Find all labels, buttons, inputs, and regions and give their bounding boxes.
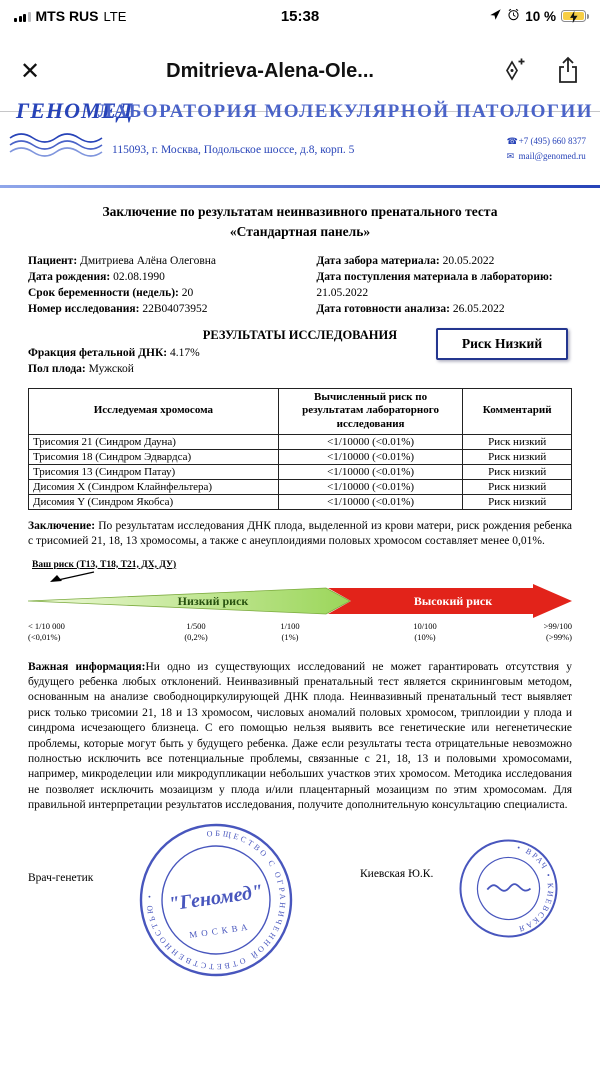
low-risk-label: Низкий риск [177,593,249,608]
doctor-role-label: Врач-генетик [28,871,94,884]
mail-icon: ✉ [506,151,515,162]
scale-tick: >99/100 (>99%) [543,620,572,642]
genomed-logo: ГЕНОМЕД [16,98,134,123]
table-row: Трисомия 21 (Синдром Дауна) <1/10000 (<0.01%) Риск низкий [29,434,572,449]
scale-tick: 1/500 (0,2%) [184,620,208,642]
battery-percent-label: 10 % [525,8,556,24]
lab-letterhead [0,98,600,188]
column-header: Исследуемая хромосома [29,388,279,434]
clock-label: 15:38 [280,7,320,25]
share-button[interactable] [552,52,584,91]
dna-waves-icon [10,130,102,163]
annotate-button[interactable] [496,52,530,91]
alarm-icon [507,8,520,24]
stamp-city-text: МОСКВА [188,921,252,940]
doctor-round-stamp [446,826,571,951]
high-risk-label: Высокий риск [413,593,493,608]
report-title: Заключение по результатам неинвазивного пренатального теста «Стандартная панель» [102,204,498,239]
lab-department-banner: ЛАБОРАТОРИЯ МОЛЕКУЛЯРНОЙ ПАТОЛОГИИ [98,101,594,122]
stamp-center-text: "Геномед" [167,880,265,916]
document-page[interactable] [0,98,600,1023]
header-divider [0,185,600,188]
location-services-icon [489,8,502,24]
annotate-icon [500,71,526,86]
pointer-arrow-icon [38,571,108,584]
share-icon [556,72,580,87]
column-header: Вычисленный риск по результатам лабораторного исследования [278,388,463,434]
risk-gradient-arrow [28,584,572,618]
svg-text:ОБЩЕСТВО С ОГРАНИЧЕННОЙ ОТВЕТС: ОБЩЕСТВО С ОГРАНИЧЕННОЙ ОТВЕТСТВЕННОСТЬЮ • [144,828,288,971]
lab-phone: ☎+7 (495) 660 8377 [507,134,586,149]
phone-icon: ☎ [506,136,518,146]
sample-date-row: Дата забора материала: 20.05.2022 [316,255,495,268]
received-date-row: Дата поступления материала в лабораторию: 21.05.2022 [316,271,553,300]
gestation-row: Срок беременности (недель): 20 [28,287,194,300]
lab-email: ✉ mail@genomed.ru [507,149,586,164]
scale-tick: < 1/10 000 (<0,01%) [28,620,65,642]
network-type-label: LTE [103,8,127,24]
doctor-signature-squiggle [487,878,530,898]
table-row: Трисомия 18 (Синдром Эдвардса) <1/10000 (<0.01%) Риск низкий [29,449,572,464]
important-info-paragraph: Важная информация:Ни одно из существующих исследований не может гарантировать отсутствия у будущего ребенка любых отклонений. Неинвазивный пренатальный тест является скрининговым методом, основанным на анализе свободноциркулирующей ДНК плода. Неинвазивный пренатальный тест выявляет риск только трисомии 21, 18 и 13 хромосом, числовых аномалий половых хромосом, триплоидии у плода и синдрома исчезающего близнеца. С его помощью нельзя выявить все генетические или негенетические проблемы, которые могут быть у будущего ребенка. Даже если результаты теста отрицательные невозможно полностью исключить все потенциальные проблемы, связанные с 21, 18, 13 и половыми хромосомами, например, микроделеции или микродупликации небольших участков этих хромосом. Методика исследования не позволяет исключить мозаицизм у плода и/или плацентарный мозаицизм по этим хромосомам. Для правильной интерпретации результатов исследования, получите дополнительную консультацию специалиста. [28,660,572,812]
results-table [28,388,572,510]
document-title: Dmitrieva-Alena-Ole... [166,60,374,82]
scale-tick: 10/100 (10%) [413,620,437,642]
risk-status-badge: Риск Низкий [436,328,568,360]
doctor-name: Киевская Ю.К. [360,867,434,880]
risk-scale-diagram [28,560,572,651]
table-header-row [29,388,572,434]
patient-info-block [28,253,572,317]
scale-tick: 1/100 (1%) [280,620,300,642]
genomed-round-stamp [126,809,307,990]
table-row: Дисомия X (Синдром Клайнфельтера) <1/10000 (<0.01%) Риск низкий [29,479,572,494]
your-risk-label: Ваш риск (Т13, Т18, Т21, ДХ, ДУ) [32,559,177,570]
column-header: Комментарий [463,388,572,434]
fetal-sex-row: Пол плода: Мужской [28,362,134,375]
patient-name-row: Пациент: Дмитриева Алёна Олеговна [28,255,217,268]
fetal-fraction-row: Фракция фетальной ДНК: 4.17% [28,346,200,359]
battery-charging-icon [561,10,586,22]
conclusion-paragraph: Заключение: По результатам исследования ДНК плода, выделенной из крови матери, риск рождения ребенка с трисомией 21, 18, 13 хромосомы, а также с анеуплоидиями половых хромосом составляет менее 0,01%. [28,519,572,548]
close-button[interactable]: ✕ [16,56,44,88]
lab-address: 115093, г. Москва, Подольское шоссе, д.8, корп. 5 [112,144,355,156]
status-bar [0,0,600,32]
results-heading: РЕЗУЛЬТАТЫ ИССЛЕДОВАНИЯ [202,327,398,342]
carrier-label: MTS RUS [35,8,99,24]
table-row: Трисомия 13 (Синдром Патау) <1/10000 (<0.01%) Риск низкий [29,464,572,479]
ready-date-row: Дата готовности анализа: 26.05.2022 [316,303,505,316]
study-number-row: Номер исследования: 22B04073952 [28,303,208,316]
svg-text:• ВРАЧ • КИЕВСКАЯ: • ВРАЧ • КИЕВСКАЯ [516,842,556,934]
signature-block [28,828,572,1023]
risk-scale-ticks [28,621,572,651]
birth-date-row: Дата рождения: 02.08.1990 [28,271,165,284]
cellular-signal-icon [14,11,31,22]
results-section [28,328,572,382]
table-row: Дисомия Y (Синдром Якобса) <1/10000 (<0.01%) Риск низкий [29,494,572,509]
